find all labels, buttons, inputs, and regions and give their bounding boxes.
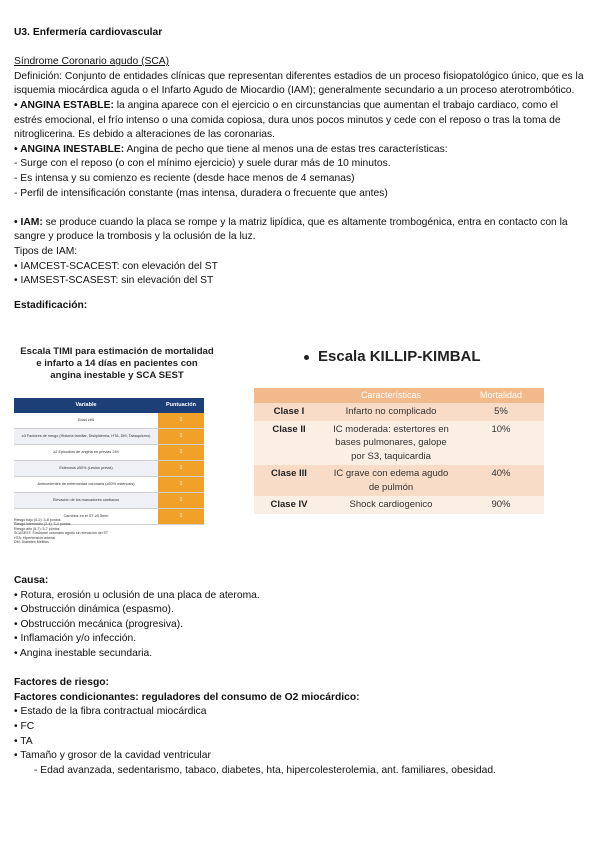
timi-variable: Cambios en el ST ≥0.5mm [14, 508, 158, 524]
table-row [14, 492, 204, 508]
angina-estable [14, 99, 586, 143]
timi-score: 1 [158, 444, 204, 460]
timi-note: Riesgo intermedio (3-4): 3-4 puntos [14, 522, 71, 527]
killip-caracteristicas: Shock cardiogenico [324, 496, 458, 514]
timi-score: 1 [158, 460, 204, 476]
timi-variable: Antecedentes de enfermedad coronaria (≥50% estenosis) [14, 476, 158, 492]
estadificacion-heading: Estadificación: [14, 299, 88, 311]
riesgo-subheading: Factores condicionantes: reguladores del consumo de O2 miocárdico: [14, 691, 360, 703]
timi-score: 1 [158, 413, 204, 429]
list-item: • Tamaño y grosor de la cavidad ventricular [14, 750, 211, 762]
killip-col-mortalidad: Mortalidad [458, 388, 544, 403]
timi-col-variable: Variable [14, 398, 158, 413]
angina-inestable [14, 143, 586, 158]
list-item: - Perfil de intensificación constante (mas intensa, duradera o frecuente que antes) [14, 187, 388, 199]
table-row [254, 465, 544, 496]
timi-variable: ≥2 Episodios de angina en previas 24h [14, 444, 158, 460]
timi-note: DM: Diabetes Mellitus [14, 540, 49, 545]
killip-clase: Clase III [254, 465, 324, 496]
timi-score: 1 [158, 508, 204, 524]
list-item: - Es intensa y su comienzo es reciente (desde hace menos de 4 semanas) [14, 172, 355, 184]
angina-inestable-text: Angina de pecho que tiene al menos una de estas tres características: [124, 143, 448, 155]
killip-clase: Clase I [254, 403, 324, 421]
timi-note: Riesgo bajo (0-2): 3-8 puntos [14, 518, 61, 522]
table-row [14, 476, 204, 492]
killip-clase: Clase II [254, 421, 324, 466]
list-item: • Estado de la fibra contractual miocárdica [14, 706, 207, 718]
killip-mortalidad: 10% [458, 421, 544, 466]
table-row [254, 496, 544, 514]
riesgo-heading: Factores de riesgo: [14, 677, 109, 689]
page-title: U3. Enfermería cardiovascular [14, 27, 163, 38]
timi-score: 1 [158, 492, 204, 508]
table-row [14, 428, 204, 444]
tipos-label: Tipos de IAM: [14, 245, 78, 257]
timi-variable: Edad ≥65 [14, 413, 158, 429]
list-item: - Edad avanzada, sedentarismo, tabaco, diabetes, hta, hipercolesterolemia, ant. familiares, obesidad. [34, 764, 496, 776]
list-item: • Rotura, erosión u oclusión de una placa de ateroma. [14, 589, 260, 601]
timi-table [14, 398, 204, 525]
killip-title: Escala KILLIP-KIMBAL [318, 348, 481, 365]
list-item: • FC [14, 720, 35, 732]
angina-inestable-label: • ANGINA INESTABLE: [14, 143, 125, 155]
killip-caracteristicas: IC grave con edema agudo de pulmón [324, 465, 458, 496]
timi-note: Riesgo alto (5-7): 5-7 puntos [14, 526, 60, 531]
timi-notes [14, 518, 124, 544]
table-row [254, 421, 544, 466]
timi-scale [14, 346, 214, 545]
timi-variable: ≥3 Factores de riesgo (Historia familiar, Dislipidemia, HTA, DM, Tabaquismo) [14, 428, 158, 444]
iam-label: • IAM: [14, 216, 43, 228]
list-item: • IAMCEST-SCACEST: con elevación del ST [14, 260, 218, 272]
timi-title: Escala TIMI para estimación de mortalidad e infarto a 14 días en pacientes con angina inestable y SCA SEST [20, 346, 214, 381]
table-row [14, 413, 204, 429]
angina-estable-label: • ANGINA ESTABLE: [14, 99, 114, 111]
killip-mortalidad: 40% [458, 465, 544, 496]
list-item: • Obstrucción mecánica (progresiva). [14, 618, 183, 630]
table-row [14, 444, 204, 460]
list-item: - Surge con el reposo (o con el mínimo ejercicio) y suele durar más de 10 minutos. [14, 158, 391, 170]
table-row [14, 460, 204, 476]
killip-col-caracteristicas: Características [324, 388, 458, 403]
killip-table [254, 388, 544, 514]
killip-mortalidad: 90% [458, 496, 544, 514]
list-item: • IAMSEST-SCASEST: sin elevación del ST [14, 275, 214, 287]
killip-clase: Clase IV [254, 496, 324, 514]
timi-score: 1 [158, 476, 204, 492]
sca-definition: Definición: Conjunto de entidades clínicas que representan diferentes estadios de un proceso fisiopatológico único, que es la isquemia miocárdica aguda o el Infarto Agudo de Miocardio (IAM); generalmente secundario a un proceso aterotrombótico. [14, 70, 584, 97]
killip-mortalidad: 5% [458, 403, 544, 421]
bullet-icon [304, 355, 309, 360]
sca-heading: Síndrome Coronario agudo (SCA) [14, 56, 170, 68]
causa-heading: Causa: [14, 575, 49, 586]
table-row [254, 403, 544, 421]
killip-caracteristicas: IC moderada: estertores en bases pulmonares, galope por S3, taquicardia [324, 421, 458, 466]
timi-note: HTA: Hipertensión arterial [14, 535, 56, 540]
timi-variable: Elevación de los marcadores cardiacos [14, 492, 158, 508]
list-item: • TA [14, 735, 33, 747]
timi-note: SCASEST: Síndrome coronario agudo sin elevación del ST [14, 531, 109, 536]
list-item: • Angina inestable secundaria. [14, 647, 153, 659]
list-item: • Inflamación y/o infección. [14, 633, 137, 645]
angina-estable-text: la angina aparece con el ejercicio o en circunstancias que aumentan el trabajo cardiaco, como el estrés emocional, el frío intenso o una comida copiosa, dura unos pocos minutos y cede con el reposo o tras la toma de nitroglicerina. Es debido a alteraciones de las coronarias. [14, 99, 561, 141]
list-item: • Obstrucción dinámica (espasmo). [14, 604, 174, 616]
timi-score: 1 [158, 428, 204, 444]
killip-col-clase [254, 388, 324, 403]
iam-text: se produce cuando la placa se rompe y la matriz lipídica, que es altamente trombogénica, entra en contacto con la sangre y produce la trombosis y la oclusión de la luz. [14, 216, 568, 243]
document-top [14, 26, 586, 313]
iam-paragraph [14, 216, 586, 245]
timi-variable: Estenosis ≥50% (Lesión previa) [14, 460, 158, 476]
timi-col-score: Puntuación [158, 398, 204, 413]
killip-caracteristicas: Infarto no complicado [324, 403, 458, 421]
document-bottom [14, 574, 586, 778]
scales-figures [14, 346, 586, 556]
